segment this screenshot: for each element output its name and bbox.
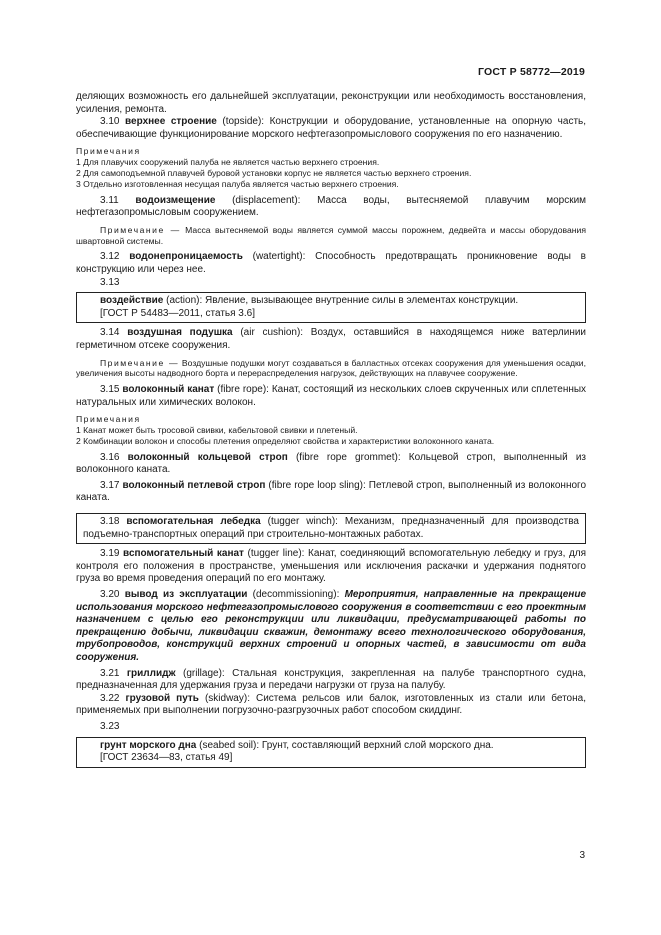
notes-3-10: Примечания 1 Для плавучих сооружений палуба не является частью верхнего строения. 2 Для самоподъемной плавучей буровой установки корпус не является частью верхнего строения. 3 Отдельно изготовленная несущая палуба является частью верхнего строения. <box>76 146 472 189</box>
term-3-13-number: 3.13 <box>100 276 120 288</box>
term-3-19: 3.19 вспомогательный канат (tugger line): Канат, соединяющий вспомогательную лебедку и груз, для контроля его положения в пространстве, уменьшения или исключения раскачки и удержания поднятого груза во время проведения операций по его монтажу. <box>76 548 587 585</box>
term-3-23-ref: [ГОСТ 23634—83, статья 49] <box>100 752 233 764</box>
term-3-23: грунт морского дна (seabed soil): Грунт, составляющий верхний слой морского дна. <box>100 739 494 751</box>
term-3-23-box <box>76 737 586 768</box>
term-3-13-box <box>76 292 586 323</box>
term-3-16: 3.16 волоконный кольцевой строп (fibre rope grommet): Кольцевой строп, выполненный из волоконного каната. <box>76 451 587 476</box>
term-3-14: 3.14 воздушная подушка (air cushion): Воздух, оставшийся в находящемся ниже ватерлинии герметичном отсеке сооружения. <box>76 327 587 351</box>
term-3-20: 3.20 вывод из эксплуатации (decommissioning): Мероприятия, направленные на прекращение использования морского нефтегазопромыслового сооружения в соответствии с его проектным назначением с целью его реконструкции или ликвидации, предусматривающей работы по прекращению добычи, ликвидации скважин, демонтажу всего технологического оборудования, трубопроводов, конструкций верхних строений и опорных частей, в зависимости от вида сооружения. <box>76 589 587 663</box>
intro-paragraph: деляющих возможность его дальнейшей эксплуатации, реконструкции или необходимость восстановления, усиления, ремонта. <box>76 91 586 115</box>
term-3-13-ref: [ГОСТ Р 54483—2011, статья 3.6] <box>100 307 255 319</box>
term-3-17: 3.17 волоконный петлевой строп (fibre rope loop sling): Петлевой строп, выполненный из волоконного каната. <box>76 479 587 504</box>
term-3-22: 3.22 грузовой путь (skidway): Система рельсов или балок, изготовленных из стали или бетона, применяемых при выполнении погрузочно-разгрузочных работ способом скиддинг. <box>76 692 586 717</box>
term-3-12: 3.12 водонепроницаемость (watertight): Способность предотвращать проникновение воды в конструкцию или через нее. <box>76 251 586 275</box>
term-3-21: 3.21 гриллидж (grillage): Стальная конструкция, закрепленная на палубе транспортного судна, предназначенная для удержания груза и передачи нагрузки от груза на палубу. <box>76 667 587 692</box>
term-3-10: 3.10 верхнее строение (topside): Конструкции и оборудование, установленные на опорную часть, обеспечивающие функционирование морского нефтегазопромыслового сооружения по его назначению. <box>76 116 587 140</box>
term-3-23-number: 3.23 <box>100 720 120 732</box>
note-3-14: Примечание — Воздушные подушки могут создаваться в балластных отсеках сооружения для уменьшения осадки, увеличения высоты надводного борта и перераспределения нагрузок, действующих на плавучее сооружение. <box>76 357 586 379</box>
term-3-13: воздействие (action): Явление, вызывающее внутренние силы в элементах конструкции. <box>100 295 519 307</box>
terms-content <box>76 91 586 772</box>
term-3-18: 3.18 вспомогательная лебедка (tugger winch): Механизм, предназначенный для производства подъемно-транспортных операций при строительно-монтажных работах. <box>83 516 579 540</box>
page-number: 3 <box>579 850 585 861</box>
term-3-15: 3.15 волоконный канат (fibre rope): Канат, состоящий из нескольких слоев скрученных или сплетенных натуральных или химических волокон. <box>76 384 587 408</box>
term-3-18-box <box>76 513 586 544</box>
document-id: ГОСТ Р 58772—2019 <box>477 66 585 78</box>
note-3-11: Примечание — Масса вытесняемой воды является суммой массы порожнем, дедвейта и массы оборудования швартовной системы. <box>76 224 586 246</box>
notes-3-15: Примечания 1 Канат может быть тросовой свивки, кабельтовой свивки и плетеный. 2 Комбинации волокон и способы плетения определяют свойства и характеристики волоконного каната. <box>76 414 495 446</box>
term-3-11: 3.11 водоизмещение (displacement): Масса воды, вытесняемой плавучим морским нефтегазопромысловым сооружением. <box>76 194 587 219</box>
